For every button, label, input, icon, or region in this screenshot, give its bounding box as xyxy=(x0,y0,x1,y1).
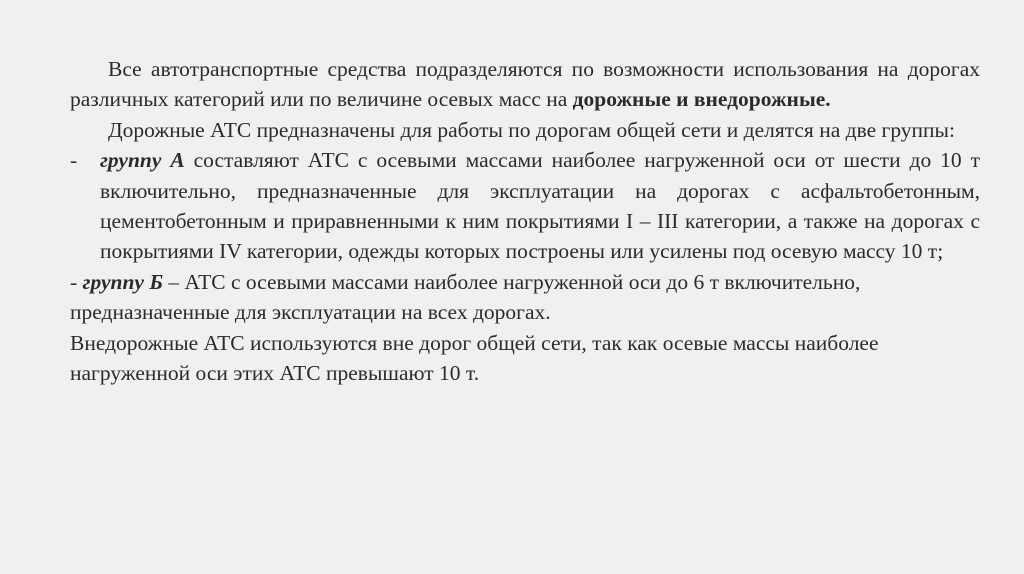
offroad-paragraph: Внедорожные АТС используются вне дорог общей сети, так как осевые массы наиболее нагруженной оси этих АТС превышают 10 т. xyxy=(70,330,879,386)
intro-paragraph xyxy=(70,54,980,115)
group-a-text xyxy=(100,145,980,267)
group-b-description: – АТС с осевыми массами наиболее нагруженной оси до 6 т включительно, предназначенные для эксплуатации на всех дорогах. xyxy=(70,269,861,325)
group-b-dash: - xyxy=(70,269,83,294)
group-b-item xyxy=(70,267,980,328)
intro-text: Все автотранспортные средства подразделяются по возможности использования на дорогах различных категорий или по величине осевых масс на xyxy=(70,57,980,112)
group-a-label: группу А xyxy=(100,148,185,173)
group-a-dash: - xyxy=(70,148,78,173)
slide-content xyxy=(70,54,980,388)
group-a-description: составляют АТС с осевыми массами наиболее нагруженной оси от шести до 10 т включительно, предназначенные для эксплуатации на дорогах с асфальтобетонным, цементобетонным и приравненными к ним покрытиями I – III категории, а также на дорогах с покрытиями IV категории, одежды которых построены или усилены под осевую массу 10 т; xyxy=(100,148,980,264)
group-b-label: группу Б xyxy=(82,269,163,294)
road-vehicles-paragraph: Дорожные АТС предназначены для работы по дорогам общей сети и делятся на две группы: xyxy=(108,117,955,142)
intro-bold-term: дорожные и внедорожные. xyxy=(572,87,831,112)
group-a-item xyxy=(70,145,980,267)
